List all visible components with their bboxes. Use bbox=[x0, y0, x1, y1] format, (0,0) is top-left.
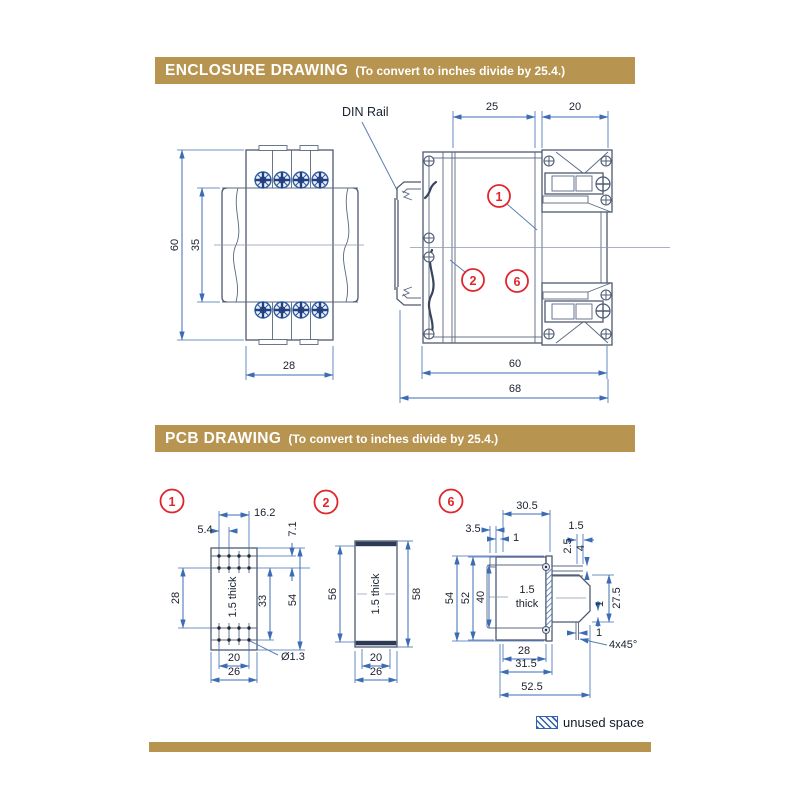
dim-pcb6-conn-height: 27.5 bbox=[611, 587, 623, 609]
dim-pcb1-hole-span: 16.2 bbox=[254, 507, 276, 519]
dim-pcb2-inner-width: 20 bbox=[369, 652, 383, 664]
dim-pcb2-height: 58 bbox=[411, 587, 423, 601]
dim-front-height: 60 bbox=[169, 238, 181, 252]
dim-pcb6-pin-span: 4 bbox=[575, 544, 587, 552]
unused-space-legend bbox=[536, 715, 644, 730]
callout-2-number: 2 bbox=[469, 274, 477, 288]
dim-pcb6-edge-offset: 1 bbox=[594, 600, 606, 608]
diagonal-hatch-swatch-icon bbox=[536, 716, 558, 729]
dim-side-width: 60 bbox=[508, 358, 522, 370]
dim-pcb1-hole-pitch: 5.4 bbox=[197, 524, 213, 536]
din-rail-leader-line bbox=[362, 122, 397, 190]
dim-pcb1-inner-width: 20 bbox=[227, 652, 241, 664]
callout-1-number: 1 bbox=[495, 190, 503, 204]
pcb2-callout: 2 bbox=[322, 496, 330, 510]
callout-6-badge bbox=[506, 270, 528, 292]
dim-side-overall-width: 68 bbox=[508, 383, 522, 395]
terminal-block-top bbox=[542, 150, 612, 212]
dim-pcb6-notch: 3.5 bbox=[465, 523, 481, 535]
dim-pcb6-inner-width: 28 bbox=[517, 645, 531, 657]
pcb-header-title: PCB DRAWING bbox=[165, 429, 282, 447]
pcb-header-note: (To convert to inches divide by 25.4.) bbox=[288, 431, 499, 446]
dim-pcb6-body-height: 52 bbox=[460, 591, 472, 605]
dim-pcb1-hole-dia: Ø1.3 bbox=[281, 651, 305, 663]
enclosure-side-view bbox=[395, 101, 670, 403]
dim-pcb1-row-gap: 7.1 bbox=[287, 521, 299, 537]
dim-side-depth-left: 25 bbox=[485, 101, 499, 113]
pcb-board-6 bbox=[440, 490, 638, 699]
dim-pcb6-pin-len: 1.5 bbox=[568, 520, 584, 532]
dim-pcb6-body-width: 31.5 bbox=[515, 658, 537, 670]
dim-pcb2-inner-height: 56 bbox=[327, 587, 339, 601]
footer-rule-bar bbox=[149, 742, 651, 752]
terminal-block-bottom bbox=[542, 283, 612, 345]
dim-pcb6-foot-width: 1 bbox=[595, 627, 603, 639]
pcb2-unused-strip-top bbox=[356, 542, 397, 547]
dim-pcb6-chamfer: 4x45° bbox=[609, 639, 638, 651]
dim-pcb6-overall-width: 52.5 bbox=[521, 681, 543, 693]
pcb1-thickness: 1.5 thick bbox=[227, 576, 239, 618]
dim-pcb1-width: 26 bbox=[227, 666, 241, 678]
pcb2-unused-strip-bottom bbox=[356, 641, 397, 646]
dim-pcb6-notch-offset: 1 bbox=[512, 532, 520, 544]
pcb6-unused-strip bbox=[547, 567, 552, 630]
pcb-board-1 bbox=[161, 490, 311, 684]
dim-pcb6-height: 54 bbox=[444, 591, 456, 605]
pcb-board-2 bbox=[315, 491, 424, 684]
dim-pcb1-mid-height: 33 bbox=[257, 594, 269, 608]
callout-6-number: 6 bbox=[513, 275, 521, 289]
dim-pcb1-height: 54 bbox=[287, 593, 299, 607]
enclosure-header-note: (To convert to inches divide by 25.4.) bbox=[355, 63, 566, 78]
pcb6-thickness-line1: 1.5 bbox=[519, 584, 535, 596]
pcb1-callout: 1 bbox=[168, 495, 176, 509]
pcb6-connector-body bbox=[552, 575, 590, 622]
dim-pcb6-inner-height: 40 bbox=[475, 590, 487, 604]
din-rail-profile bbox=[395, 182, 421, 305]
enclosure-header-title: ENCLOSURE DRAWING bbox=[165, 61, 349, 79]
dim-pcb2-width: 26 bbox=[369, 666, 383, 678]
din-rail-label: DIN Rail bbox=[342, 105, 389, 119]
legend-label: unused space bbox=[563, 715, 644, 730]
dim-pcb6-pin-pitch: 2.5 bbox=[562, 538, 574, 554]
dim-pcb6-top-width: 30.5 bbox=[516, 500, 538, 512]
dim-front-rail-height: 35 bbox=[190, 238, 202, 252]
pcb2-thickness: 1.5 thick bbox=[370, 573, 382, 615]
dim-side-depth-right: 20 bbox=[568, 101, 582, 113]
enclosure-front-view bbox=[169, 146, 364, 381]
pcb6-thickness-line2: thick bbox=[515, 598, 539, 610]
pcb6-callout: 6 bbox=[447, 495, 455, 509]
dim-pcb1-inner-height: 28 bbox=[170, 591, 182, 605]
dim-front-width: 28 bbox=[282, 360, 296, 372]
